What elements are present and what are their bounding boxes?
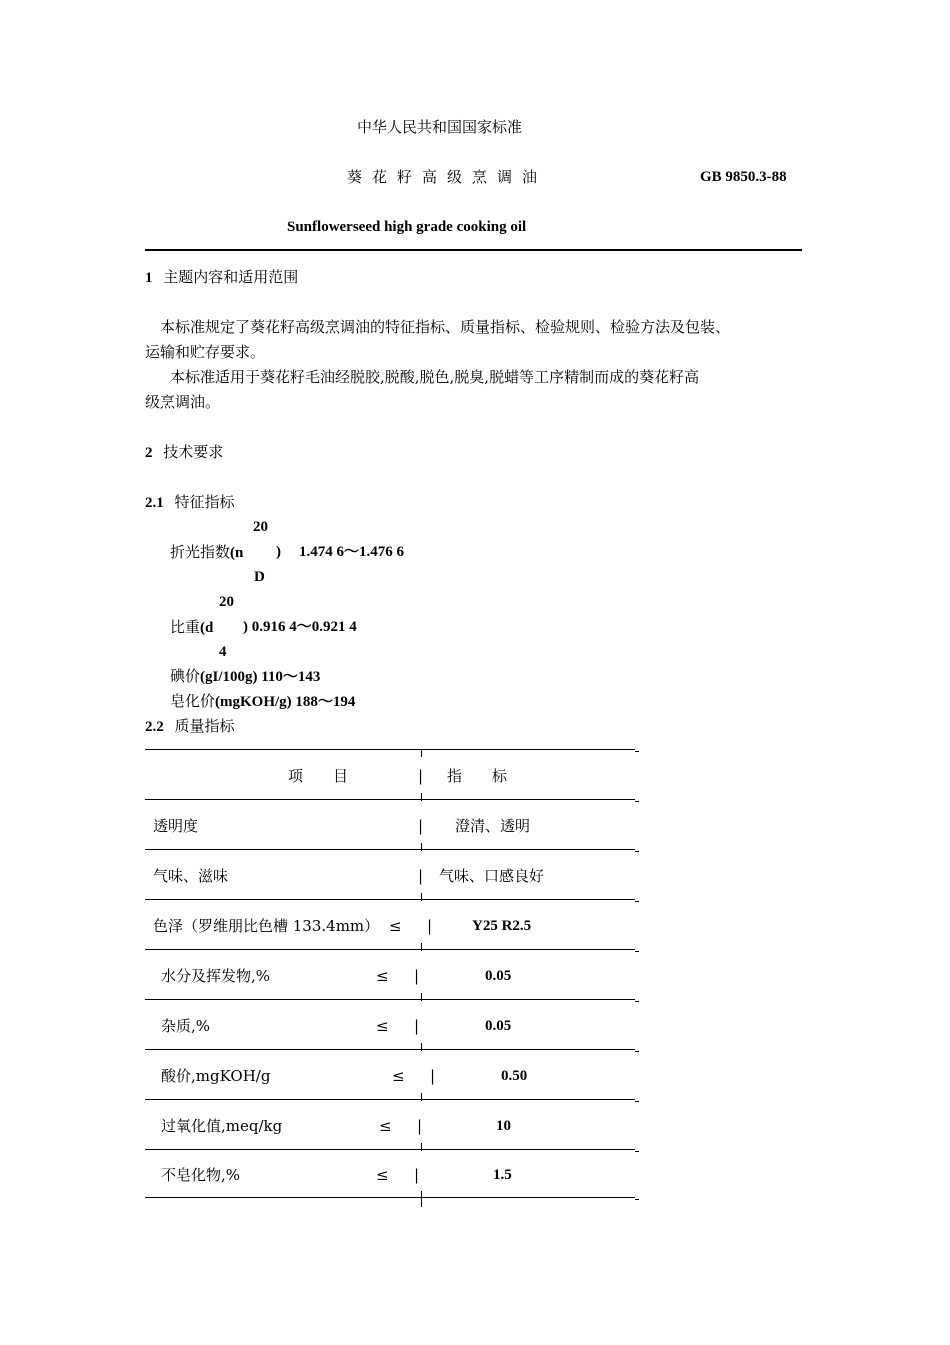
table-row-le: ≤ [379,1117,392,1135]
iodine-value: (gI/100g) 110～143 [200,669,321,685]
table-row-item: 色泽（罗维朋比色槽 133.4mm） [153,917,380,935]
refractive-symbol: (n [230,545,244,561]
table-tick [421,943,422,951]
section-2-title: 技术要求 [163,443,224,461]
table-header-index: 指 标 [447,767,508,785]
table-row-value: 澄清、透明 [455,817,531,835]
section-2-2-heading [145,716,235,737]
table-row-separator: | [427,917,433,935]
saponification-label: 皂化价 [170,692,216,710]
table-row-le: ≤ [376,967,389,985]
table-rule [145,1149,635,1150]
table-tick [421,1191,422,1199]
table-row-separator: | [414,1017,420,1035]
standard-title-cn: 葵花籽高级烹调油 [347,168,548,186]
table-row-value: 气味、口感良好 [439,867,545,885]
iodine-label: 碘价 [170,667,201,685]
table-tick [421,993,422,1001]
standard-title-en: Sunflowerseed high grade cooking oil [287,219,527,235]
table-tick [421,793,422,801]
section-1-para2-line1: 本标准适用于葵花籽毛油经脱胶,脱酸,脱色,脱臭,脱蜡等工序精制而成的葵花籽高 [170,368,700,386]
table-row-separator: | [418,817,424,835]
section-2-heading [145,442,223,463]
section-2-number: 2 [145,445,153,461]
refractive-subscript: D [254,569,265,585]
table-row-value: 0.05 [485,1018,512,1034]
section-1-heading [145,267,298,288]
table-rule [145,799,635,800]
table-rule [145,1049,635,1050]
saponification-value-row [170,691,355,712]
specific-gravity-row [170,617,213,638]
table-row-item: 过氧化值,meq/kg [161,1117,283,1135]
table-row-value: 1.5 [493,1167,512,1183]
table-row-separator: | [414,1166,420,1184]
section-2-1-heading [145,492,235,513]
section-2-2-number: 2.2 [145,719,164,735]
gravity-label: 比重 [170,618,201,636]
table-tick [421,893,422,901]
gravity-value: ) 0.916 4～0.921 4 [243,619,357,635]
table-row-value: 10 [496,1118,511,1134]
table-row-le: ≤ [392,1067,405,1085]
table-row-le: ≤ [389,917,402,935]
refractive-close-paren: ) [276,544,281,560]
section-1-para1-line1: 本标准规定了葵花籽高级烹调油的特征指标、质量指标、检验规则、检验方法及包装、 [160,318,731,336]
section-2-2-title: 质量指标 [174,717,235,735]
standard-code: GB 9850.3-88 [700,169,787,185]
table-rule [145,1197,635,1198]
table-rule [145,849,635,850]
table-tick [421,1199,422,1207]
table-row-item: 气味、滋味 [153,867,229,885]
table-tick [421,1143,422,1151]
table-row-separator: | [414,967,420,985]
table-tick [421,1093,422,1101]
section-1-number: 1 [145,270,153,286]
gravity-superscript: 20 [219,594,234,610]
table-row-value: Y25 R2.5 [472,918,532,934]
section-1-title: 主题内容和适用范围 [163,268,299,286]
table-rule [145,949,635,950]
table-row-value: 0.05 [485,968,512,984]
table-rule [145,749,635,750]
table-rule [145,1099,635,1100]
refractive-superscript: 20 [253,519,268,535]
table-tick [421,1043,422,1051]
table-row-item: 透明度 [153,817,199,835]
national-standard-title: 中华人民共和国国家标准 [357,118,523,136]
table-tick [421,749,422,757]
section-1-para2-line2: 级烹调油。 [145,393,221,411]
gravity-symbol: (d [200,620,214,636]
header-rule [145,249,802,251]
table-header-separator: | [418,767,424,785]
table-row-separator: | [430,1067,436,1085]
table-row-separator: | [418,867,424,885]
table-tick [421,843,422,851]
refractive-label: 折光指数 [170,543,231,561]
table-row-item: 酸价,mgKOH/g [161,1067,271,1085]
table-row-value: 0.50 [501,1068,528,1084]
table-row-item: 水分及挥发物,% [161,967,271,985]
iodine-value-row [170,666,320,687]
refractive-value: 1.474 6～1.476 6 [299,544,405,560]
table-row-le: ≤ [376,1166,389,1184]
saponification-value: (mgKOH/g) 188～194 [215,694,356,710]
gravity-subscript: 4 [219,644,227,660]
table-row-item: 杂质,% [161,1017,211,1035]
section-2-1-title: 特征指标 [174,493,235,511]
table-rule [145,999,635,1000]
refractive-index-row [170,542,243,563]
section-1-para1-line2: 运输和贮存要求。 [145,343,266,361]
table-rule [145,899,635,900]
section-2-1-number: 2.1 [145,495,164,511]
table-row-separator: | [417,1117,423,1135]
table-header-item: 项 目 [288,767,349,785]
table-row-le: ≤ [376,1017,389,1035]
table-row-item: 不皂化物,% [161,1166,241,1184]
